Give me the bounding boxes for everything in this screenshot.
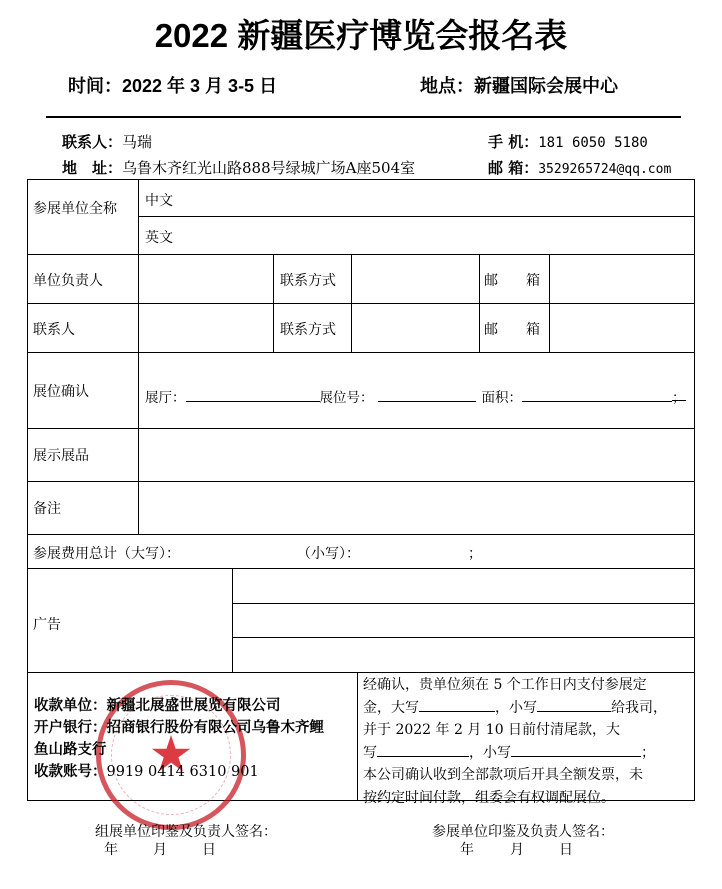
- ad-field-2[interactable]: [234, 605, 693, 636]
- organizer-month: 月: [153, 842, 167, 858]
- organizer-year: 年: [104, 842, 118, 858]
- contact-email-field[interactable]: [551, 305, 693, 351]
- fee-uppercase-field[interactable]: [185, 536, 295, 566]
- terms-text: ；: [641, 744, 655, 761]
- bank-value: 招商银行股份有限公司乌鲁木齐鲤: [106, 720, 324, 736]
- hall-label: 展厅：: [145, 390, 186, 406]
- organizer-signature-label: 组展单位印鉴及负责人签名：: [95, 824, 277, 840]
- contact-method-label: 联系方式: [280, 273, 336, 289]
- exhibitor-month: 月: [510, 842, 524, 858]
- organizer-signature-area[interactable]: [90, 818, 290, 858]
- payee-label: 收款单位：: [34, 698, 107, 714]
- payee-value: 新疆北展盛世展览有限公司: [106, 698, 281, 714]
- remarks-field[interactable]: [140, 483, 693, 533]
- col-line: [357, 672, 358, 800]
- email-line: [488, 157, 671, 178]
- event-time: 时间：2022 年 3 月 3-5 日: [68, 76, 278, 96]
- booth-no-label: 展位号：: [319, 390, 374, 406]
- email-cell-label: 邮 箱: [484, 322, 540, 338]
- contact-line: [62, 131, 152, 152]
- booth-confirm-label: 展位确认: [33, 384, 89, 400]
- email-cell-label: 邮 箱: [484, 273, 540, 289]
- row-line: [27, 254, 695, 255]
- email-label: 邮 箱：: [488, 159, 539, 177]
- terms-line: [363, 742, 693, 765]
- page-title: 2022 新疆医疗博览会报名表: [154, 17, 568, 54]
- row-line: [27, 534, 695, 535]
- ad-field-3[interactable]: [234, 639, 693, 671]
- bank-value-cont: 鱼山路支行: [34, 742, 107, 758]
- col-line: [273, 254, 274, 352]
- chinese-name-label: 中文: [145, 193, 173, 209]
- address-label: 地 址：: [62, 159, 123, 177]
- responsible-contact-field[interactable]: [353, 256, 478, 302]
- ad-label: 广告: [33, 617, 61, 633]
- chinese-name-field[interactable]: [180, 181, 692, 215]
- terms-line: 经确认，贵单位须在 5 个工作日内支付参展定: [363, 677, 647, 693]
- row-line: [27, 179, 695, 180]
- col-line: [351, 254, 352, 352]
- terms-text: 给我司，: [611, 699, 667, 716]
- account-label: 收款账号：: [34, 764, 107, 780]
- contact-method-field[interactable]: [353, 305, 478, 351]
- col-line: [138, 179, 139, 534]
- row-line: [27, 481, 695, 482]
- deposit-lowercase-field[interactable]: [537, 697, 611, 712]
- fee-total-label: 参展费用总计（大写）：: [33, 546, 180, 562]
- booth-no-field[interactable]: [378, 387, 476, 402]
- terms-text: 金，大写: [363, 699, 419, 716]
- row-line: [232, 603, 695, 604]
- payment-info: [34, 695, 324, 783]
- row-line: [27, 303, 695, 304]
- address-value: 乌鲁木齐红光山路888号绿城广场A座504室: [122, 159, 416, 177]
- row-line: [27, 568, 695, 569]
- terms-text: ，小写: [495, 699, 537, 716]
- table-border-right: [694, 179, 695, 801]
- terms-line: 按约定时间付款，组委会有权调配展位。: [363, 789, 615, 806]
- organizer-day: 日: [202, 842, 216, 858]
- phone-line: [488, 131, 648, 152]
- bank-label: 开户银行：: [34, 720, 107, 736]
- phone-value: 181 6050 5180: [538, 135, 648, 151]
- exhibits-field[interactable]: [140, 430, 693, 480]
- english-name-field[interactable]: [180, 218, 692, 252]
- fee-small-label: （小写）：: [297, 546, 360, 562]
- terms-text: 写: [363, 744, 377, 761]
- address-line: [62, 157, 415, 178]
- terms-line: [363, 697, 693, 720]
- row-line: [27, 428, 695, 429]
- event-place: 地点：新疆国际会展中心: [420, 76, 618, 96]
- payment-terms: [363, 674, 693, 809]
- email-value: 3529265724@qq.com: [538, 162, 672, 177]
- contact-label: 联系人：: [62, 133, 123, 151]
- exhibitor-signature-area[interactable]: [428, 818, 628, 858]
- booth-semicolon: ；: [672, 386, 686, 401]
- exhibitor-day: 日: [559, 842, 573, 858]
- hall-field[interactable]: [186, 387, 320, 402]
- col-line: [549, 254, 550, 352]
- fee-semicolon: ；: [468, 546, 482, 562]
- exhibitor-year: 年: [460, 842, 474, 858]
- account-value: 9919 0414 6310 901: [106, 764, 259, 780]
- exhibits-label: 展示展品: [33, 448, 89, 464]
- phone-label: 手 机：: [488, 133, 539, 151]
- remarks-label: 备注: [33, 501, 61, 517]
- responsible-person-label: 单位负责人: [33, 273, 103, 289]
- english-name-label: 英文: [145, 230, 173, 246]
- balance-lowercase-field[interactable]: [511, 742, 641, 757]
- table-border-left: [27, 179, 28, 801]
- header-divider: [46, 116, 681, 118]
- contact-value: 马瑞: [122, 133, 153, 151]
- terms-line: 本公司确认收到全部款项后开具全额发票，未: [363, 767, 643, 783]
- exhibitor-signature-label: 参展单位印鉴及负责人签名：: [432, 824, 614, 840]
- company-full-name-label: 参展单位全称: [33, 201, 117, 217]
- responsible-email-field[interactable]: [551, 256, 693, 302]
- row-line: [27, 352, 695, 353]
- contact-person-label: 联系人: [33, 322, 75, 338]
- booth-line: [145, 386, 686, 406]
- col-line: [479, 254, 480, 352]
- contact-person-field[interactable]: [140, 305, 272, 351]
- row-line: [138, 216, 695, 217]
- area-label: 面积：: [481, 390, 522, 406]
- row-line: [232, 637, 695, 638]
- responsible-person-field[interactable]: [140, 256, 272, 302]
- seal-star-icon: ★: [148, 725, 194, 783]
- contact-method-label: 联系方式: [280, 322, 336, 338]
- terms-line: 并于 2022 年 2 月 10 日前付清尾款，大: [363, 722, 621, 738]
- fee-lowercase-field[interactable]: [370, 536, 470, 566]
- deposit-uppercase-field[interactable]: [419, 697, 495, 712]
- row-line: [27, 672, 695, 673]
- ad-field-1[interactable]: [234, 570, 693, 602]
- balance-uppercase-field[interactable]: [377, 742, 469, 757]
- col-line: [232, 568, 233, 672]
- terms-text: ，小写: [469, 744, 511, 761]
- area-field[interactable]: [522, 387, 672, 402]
